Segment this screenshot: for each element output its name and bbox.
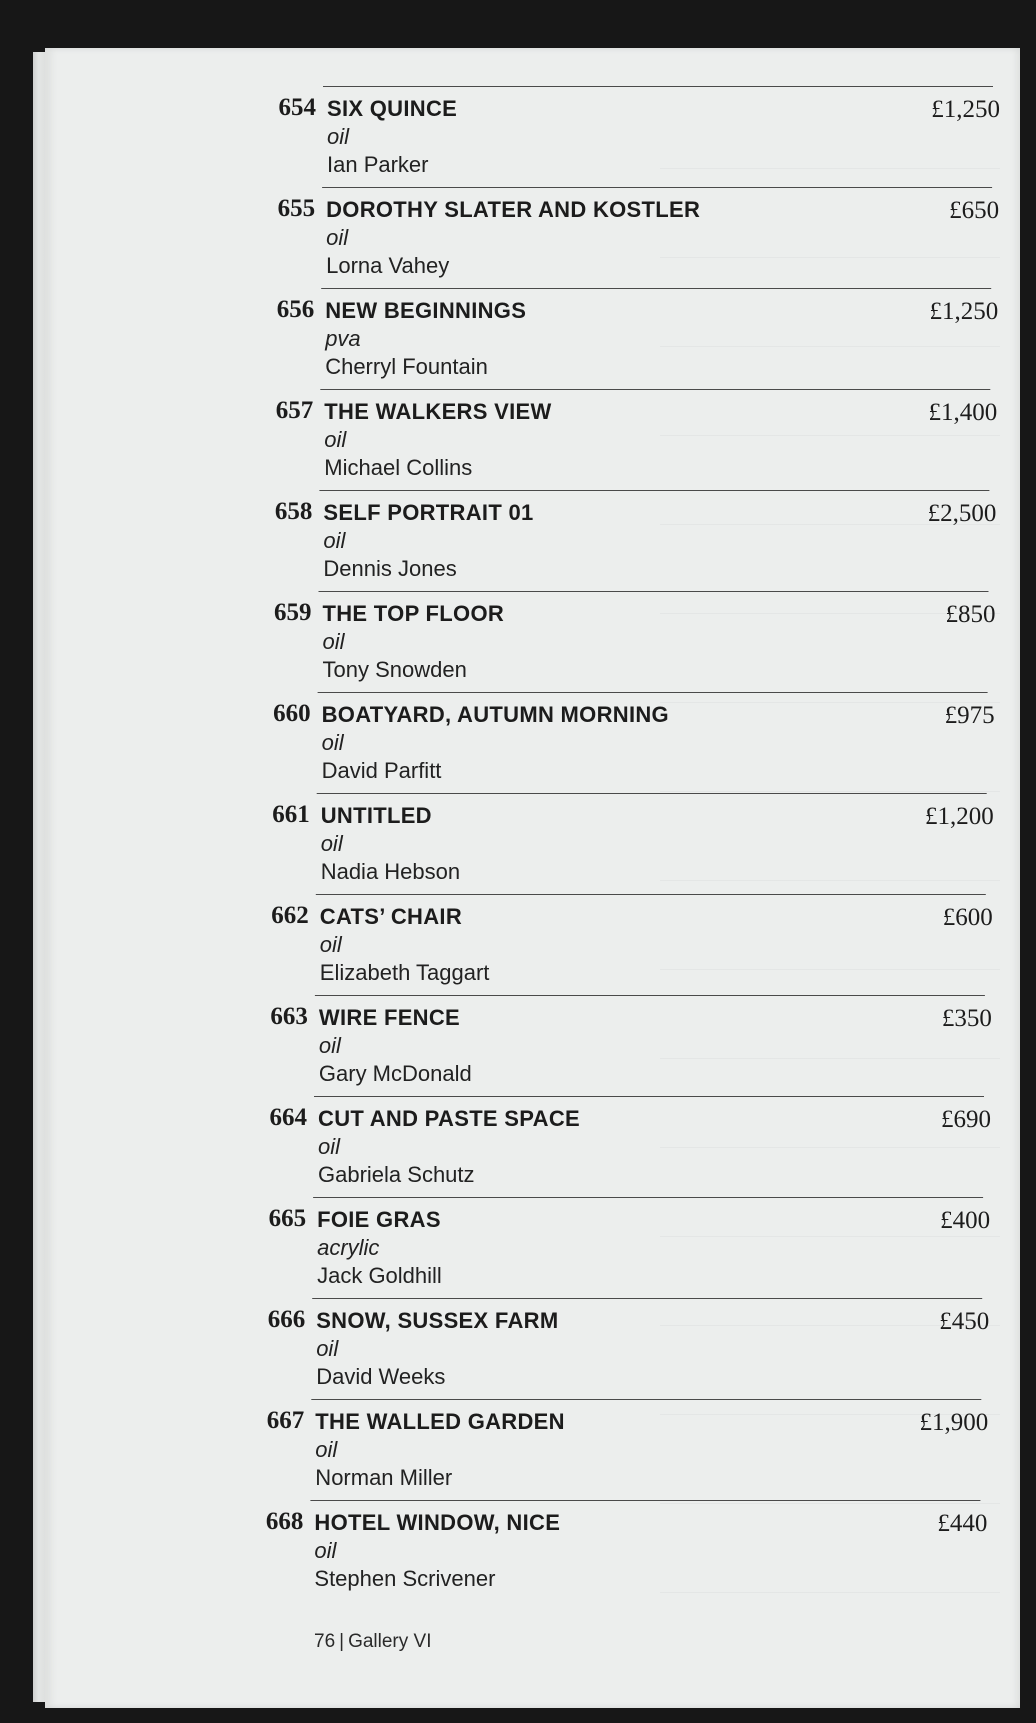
artwork-price: £1,250	[931, 96, 1000, 123]
artwork-title: HOTEL WINDOW, NICE	[314, 1510, 561, 1535]
artist-name: Tony Snowden	[322, 657, 467, 682]
catalogue-entry	[249, 187, 999, 288]
artwork-medium: oil	[323, 528, 346, 553]
artwork-medium: oil	[318, 1033, 341, 1058]
artist-name: Lorna Vahey	[326, 253, 450, 278]
entry-divider	[314, 1096, 984, 1097]
artwork-medium: oil	[318, 1134, 341, 1159]
entry-divider	[320, 389, 990, 390]
entry-number: 660	[273, 700, 311, 727]
catalogue-entry	[245, 692, 995, 793]
entry-divider	[315, 995, 985, 996]
entry-divider	[322, 187, 992, 188]
artwork-title: THE WALKERS VIEW	[324, 399, 552, 424]
entry-number: 661	[272, 801, 310, 828]
artwork-medium: oil	[322, 629, 345, 654]
artwork-price: £600	[942, 904, 993, 931]
artwork-price: £1,400	[928, 399, 998, 426]
section-name: Gallery VI	[348, 1631, 432, 1652]
entry-number: 663	[270, 1003, 308, 1030]
catalogue-entry	[246, 490, 996, 591]
catalogue-entry	[238, 1399, 988, 1500]
artist-name: Gary McDonald	[318, 1061, 472, 1086]
artwork-medium: oil	[315, 1437, 338, 1462]
artwork-medium: acrylic	[317, 1235, 380, 1260]
artwork-price: £690	[941, 1106, 991, 1133]
entry-number: 655	[277, 195, 316, 222]
artwork-medium: pva	[325, 326, 361, 351]
artwork-medium: oil	[316, 1336, 339, 1361]
catalogue-entry	[247, 389, 997, 490]
entry-number: 666	[267, 1306, 306, 1333]
entry-divider	[312, 1298, 982, 1299]
artist-name: Michael Collins	[324, 455, 473, 480]
catalogue-entry	[240, 1197, 990, 1298]
entry-number: 667	[266, 1407, 305, 1434]
artist-name: Dennis Jones	[323, 556, 457, 581]
artwork-medium: oil	[319, 932, 342, 957]
catalogue-entry	[243, 894, 993, 995]
artwork-medium: oil	[314, 1538, 337, 1563]
entry-divider	[311, 1399, 981, 1400]
entry-divider	[319, 490, 989, 491]
artwork-title: NEW BEGINNINGS	[325, 298, 527, 323]
artwork-title: UNTITLED	[320, 803, 432, 828]
entry-divider	[310, 1500, 980, 1501]
catalogue-entry	[241, 1096, 991, 1197]
artwork-medium: oil	[327, 124, 350, 149]
artwork-title: SELF PORTRAIT 01	[323, 500, 534, 525]
artist-name: David Parfitt	[321, 758, 442, 783]
artwork-title: BOATYARD, AUTUMN MORNING	[321, 702, 669, 727]
artwork-price: £1,200	[924, 803, 994, 830]
footer-separator: |	[339, 1631, 345, 1652]
catalogue-entry	[239, 1298, 989, 1399]
artwork-price: £850	[945, 601, 996, 628]
entry-number: 656	[276, 296, 315, 323]
catalogue-entry	[242, 995, 992, 1096]
artist-name: Elizabeth Taggart	[319, 960, 490, 985]
artist-name: Ian Parker	[327, 152, 429, 177]
catalogue-entry	[250, 86, 1000, 187]
entry-number: 668	[265, 1508, 304, 1535]
artwork-price: £1,900	[919, 1409, 989, 1436]
artist-name: Nadia Hebson	[320, 859, 461, 884]
artwork-title: CATS’ CHAIR	[319, 904, 463, 929]
catalogue-entry	[244, 793, 994, 894]
entry-number: 658	[274, 498, 313, 525]
artist-name: David Weeks	[316, 1364, 446, 1389]
entry-divider	[316, 894, 986, 895]
entry-divider	[318, 692, 988, 693]
artwork-medium: oil	[326, 225, 349, 250]
catalogue-list	[250, 86, 1000, 1601]
artwork-title: SIX QUINCE	[327, 96, 458, 121]
page-number: 76	[314, 1631, 336, 1652]
entry-number: 664	[269, 1104, 307, 1131]
entry-divider	[317, 793, 987, 794]
entry-number: 657	[275, 397, 314, 424]
artwork-price: £2,500	[927, 500, 997, 527]
artwork-price: £440	[937, 1510, 988, 1537]
artwork-title: WIRE FENCE	[318, 1005, 461, 1030]
entry-divider	[323, 86, 993, 87]
artwork-price: £975	[944, 702, 995, 729]
artist-name: Stephen Scrivener	[314, 1566, 496, 1591]
page-footer	[314, 1631, 432, 1653]
entry-divider	[313, 1197, 983, 1198]
entry-number: 654	[278, 94, 316, 121]
artwork-price: £350	[941, 1005, 992, 1032]
artist-name: Gabriela Schutz	[318, 1162, 475, 1187]
catalogue-entry	[237, 1500, 987, 1601]
artist-name: Norman Miller	[315, 1465, 453, 1490]
artwork-price: £1,250	[929, 298, 999, 325]
artist-name: Jack Goldhill	[317, 1263, 442, 1288]
artwork-title: DOROTHY SLATER AND KOSTLER	[326, 197, 701, 222]
artwork-price: £650	[949, 197, 1000, 224]
entry-divider	[319, 591, 989, 592]
catalogue-entry	[246, 591, 996, 692]
entry-number: 662	[271, 902, 309, 929]
entry-divider	[321, 288, 991, 289]
artwork-medium: oil	[324, 427, 347, 452]
artwork-title: FOIE GRAS	[317, 1207, 441, 1232]
artwork-medium: oil	[320, 831, 343, 856]
artwork-title: SNOW, SUSSEX FARM	[316, 1308, 559, 1333]
artwork-title: THE TOP FLOOR	[322, 601, 505, 626]
artwork-price: £450	[939, 1308, 990, 1335]
entry-number: 659	[274, 599, 312, 626]
artwork-title: THE WALLED GARDEN	[315, 1409, 565, 1434]
artwork-title: CUT AND PASTE SPACE	[318, 1106, 580, 1131]
entry-number: 665	[268, 1205, 307, 1232]
artist-name: Cherryl Fountain	[325, 354, 488, 379]
artwork-price: £400	[940, 1207, 991, 1234]
artwork-medium: oil	[321, 730, 344, 755]
catalogue-entry	[248, 288, 998, 389]
